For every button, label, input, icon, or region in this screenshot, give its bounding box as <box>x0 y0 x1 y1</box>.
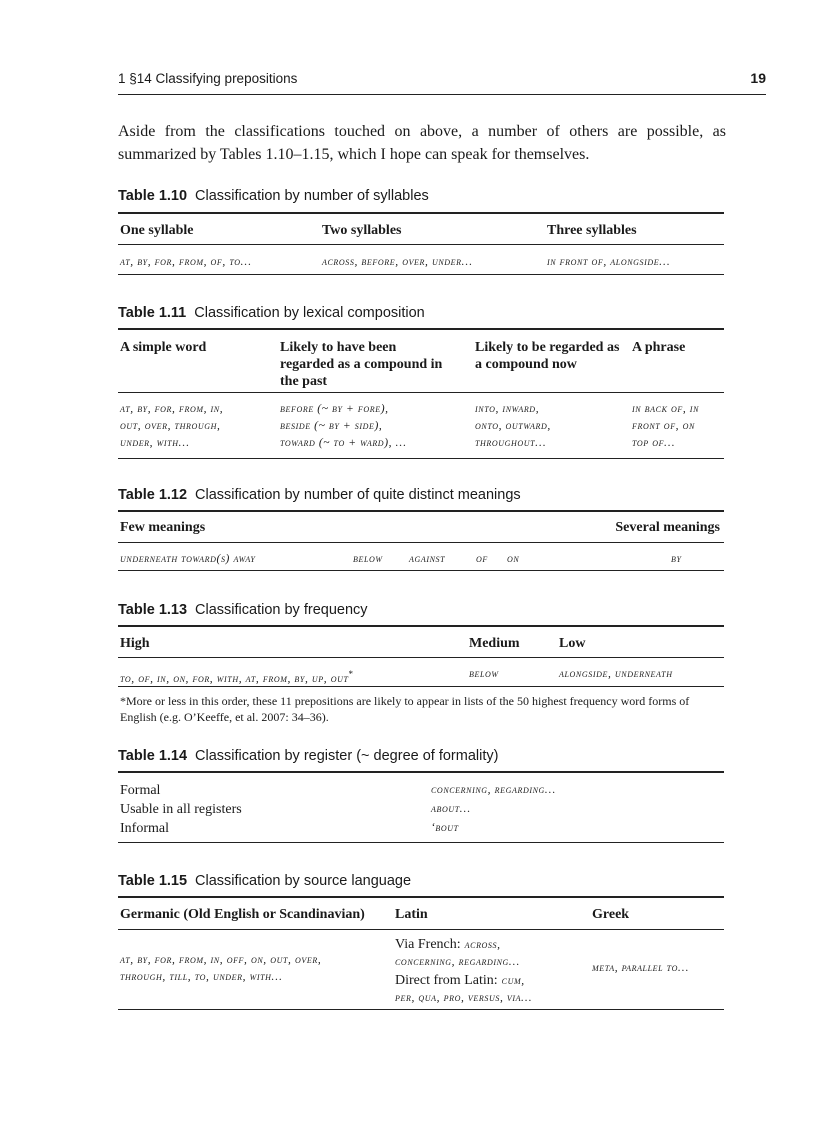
column-header: High <box>120 636 150 651</box>
table-label: Table 1.11 <box>118 305 187 321</box>
column-header: Few meanings <box>120 520 206 535</box>
table-cell <box>120 666 353 688</box>
column-header: Low <box>559 636 586 651</box>
table-cell: of <box>476 553 488 565</box>
table-1-11-caption <box>118 305 425 321</box>
table-1-10-caption <box>118 188 429 204</box>
table-cell: at, by, for, from, of, to… <box>120 256 252 268</box>
cell-line: into, inward, <box>475 403 540 415</box>
table-caption: Classification by number of quite distinct meanings <box>195 487 521 503</box>
table-bottom-rule <box>118 458 724 459</box>
footnote-mark: * <box>348 669 354 679</box>
running-head-section: 1 §14 Classifying prepositions <box>118 71 298 86</box>
register-label: Usable in all registers <box>120 802 242 817</box>
table-row <box>118 934 724 1006</box>
table-1-15 <box>118 896 724 1012</box>
table-bottom-rule <box>118 1009 724 1010</box>
table-cell <box>120 401 275 452</box>
cell-line: in back of, in <box>632 403 700 415</box>
table-caption: Classification by number of syllables <box>195 188 429 204</box>
page-number: 19 <box>750 70 766 86</box>
table-1-12-caption <box>118 487 521 503</box>
table-caption: Classification by lexical composition <box>194 305 425 321</box>
cell-line: front of, on <box>632 420 695 432</box>
table-bottom-rule <box>118 842 724 843</box>
column-header: Two syllables <box>322 223 402 238</box>
table-bottom-rule <box>118 274 724 275</box>
column-header: Germanic (Old English or Scandinavian) <box>120 907 365 922</box>
table-cell <box>632 401 724 452</box>
table-header-row <box>118 627 724 658</box>
cell-line: under, with… <box>120 437 190 449</box>
table-1-14 <box>118 771 724 845</box>
table-row <box>118 781 724 800</box>
column-header: A phrase <box>632 340 686 355</box>
table-cell <box>475 401 625 452</box>
table-cell: by <box>671 553 682 565</box>
register-example: ‘bout <box>431 822 459 834</box>
column-header: One syllable <box>120 223 194 238</box>
table-1-15-caption <box>118 873 411 889</box>
table-label: Table 1.15 <box>118 873 188 889</box>
table-cell: against <box>409 553 446 565</box>
column-header: Several meanings <box>615 520 720 535</box>
register-example: concerning, regarding… <box>431 784 556 796</box>
table-cell: below <box>353 553 383 565</box>
table-bottom-rule <box>118 570 724 571</box>
column-header: Greek <box>592 907 630 922</box>
table-1-11 <box>118 328 724 460</box>
table-1-14-caption <box>118 748 498 764</box>
direct-latin-example: cum, <box>501 975 525 987</box>
cell-line: top of… <box>632 437 675 449</box>
table-1-10 <box>118 212 724 276</box>
table-row <box>118 819 724 838</box>
cell-line: out, over, through, <box>120 420 221 432</box>
running-head <box>118 68 766 95</box>
table-cell: on <box>507 553 520 565</box>
table-cell <box>280 401 470 452</box>
table-cell: in front of, alongside… <box>547 256 671 268</box>
table-row <box>118 254 724 274</box>
cell-line: throughout… <box>475 437 547 449</box>
table-cell: alongside, underneath <box>559 668 673 680</box>
table-cell: across, before, over, under… <box>322 256 473 268</box>
column-header: A simple word <box>120 340 207 355</box>
table-footnote: *More or less in this order, these 11 prepositions are likely to appear in lists of the 50 highest frequency word forms of English (e.g. O’Keeffe, et al. 2007: 34–36). <box>120 694 690 724</box>
table-header-row <box>118 898 724 930</box>
table-row <box>118 401 724 457</box>
table-caption: Classification by register (~ degree of formality) <box>195 748 499 764</box>
cell-line: beside (~ by + side), <box>280 420 383 432</box>
intro-paragraph: Aside from the classifications touched on above, a number of others are possible, as summarized by Tables 1.10–1.15, which I hope can speak for themselves. <box>118 123 726 163</box>
table-label: Table 1.10 <box>118 188 188 204</box>
register-label: Formal <box>120 783 161 798</box>
direct-latin-example: per, qua, pro, versus, via… <box>395 992 532 1004</box>
cell-line: before (~ by + fore), <box>280 403 389 415</box>
cell-line: toward (~ to + ward), … <box>280 437 407 449</box>
table-label: Table 1.14 <box>118 748 188 764</box>
column-header: Three syllables <box>547 223 637 238</box>
table-row <box>118 800 724 819</box>
table-cell <box>395 934 585 1006</box>
table-header-row <box>118 214 724 245</box>
column-header: Medium <box>469 636 520 651</box>
table-bottom-rule <box>118 686 724 687</box>
table-header-row <box>118 330 724 393</box>
table-1-12 <box>118 510 724 574</box>
table-cell: meta, parallel to… <box>592 962 689 974</box>
high-frequency: to, of, in, on, for, with, at, from, by, up, out <box>120 672 349 685</box>
cell-line: onto, outward, <box>475 420 551 432</box>
table-1-13-caption <box>118 602 368 618</box>
table-cell: underneath toward(s) away <box>120 553 256 565</box>
column-header: Likely to be regarded as a compound now <box>475 340 620 372</box>
table-label: Table 1.13 <box>118 602 188 618</box>
table-header-row <box>118 512 724 543</box>
table-cell <box>120 952 385 986</box>
register-label: Informal <box>120 821 169 836</box>
column-header: Likely to have been regarded as a compound in the past <box>280 340 443 389</box>
table-row <box>118 666 724 686</box>
table-caption: Classification by source language <box>195 873 412 889</box>
table-row <box>118 551 724 571</box>
register-example: about… <box>431 803 471 815</box>
table-caption: Classification by frequency <box>195 602 368 618</box>
via-french-label: Via French: <box>395 937 461 952</box>
cell-line: at, by, for, from, in, <box>120 403 224 415</box>
table-1-13 <box>118 625 724 727</box>
cell-line: at, by, for, from, in, off, on, out, over, <box>120 954 322 966</box>
via-french-example: across, <box>464 939 501 951</box>
table-label: Table 1.12 <box>118 487 188 503</box>
via-french-example: concerning, regarding… <box>395 956 520 968</box>
cell-line: through, till, to, under, with… <box>120 971 283 983</box>
table-cell: below <box>469 668 499 680</box>
column-header: Latin <box>395 907 428 922</box>
direct-latin-label: Direct from Latin: <box>395 973 498 988</box>
